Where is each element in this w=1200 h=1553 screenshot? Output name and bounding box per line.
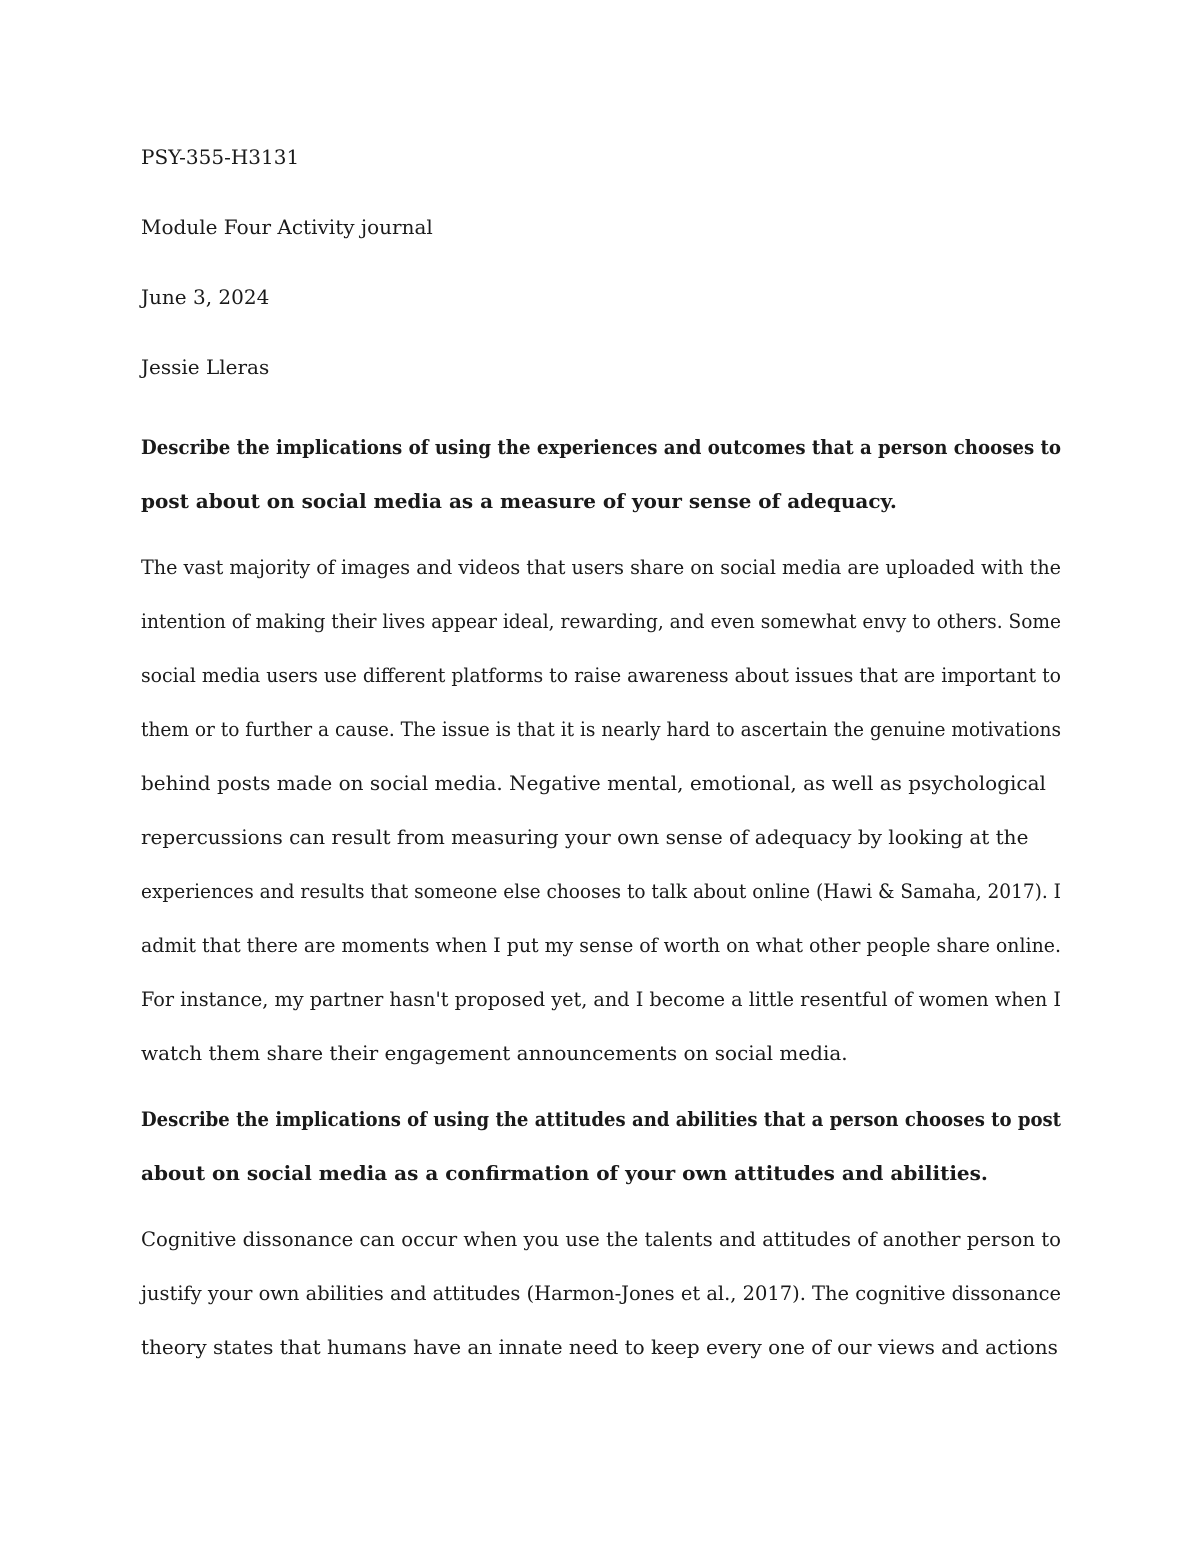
paragraph-line: repercussions can result from measuring your own sense of adequacy by looking at the [141, 825, 1029, 849]
section-1-heading [141, 420, 1061, 528]
document-date: June 3, 2024 [141, 285, 270, 309]
paragraph-line: theory states that humans have an innate need to keep every one of our views and actions [141, 1335, 1058, 1359]
paragraph-line: behind posts made on social media. Negative mental, emotional, as well as psychological [141, 771, 1046, 795]
paragraph-line: admit that there are moments when I put my sense of worth on what other people share online. [141, 933, 1061, 957]
paragraph-line: justify your own abilities and attitudes (Harmon-Jones et al., 2017). The cognitive dissonance [141, 1281, 1061, 1305]
heading-line: about on social media as a confirmation of your own attitudes and abilities. [141, 1161, 988, 1185]
heading-line: Describe the implications of using the attitudes and abilities that a person chooses to post [141, 1107, 1061, 1131]
paragraph-line: The vast majority of images and videos that users share on social media are uploaded with the [141, 555, 1061, 579]
paragraph-line: For instance, my partner hasn't proposed yet, and I become a little resentful of women when I [141, 987, 1061, 1011]
heading-line: post about on social media as a measure of your sense of adequacy. [141, 489, 897, 513]
paragraph-line: Cognitive dissonance can occur when you use the talents and attitudes of another person to [141, 1227, 1061, 1251]
paragraph-line: intention of making their lives appear ideal, rewarding, and even somewhat envy to others. Some [141, 609, 1061, 633]
assignment-title: Module Four Activity journal [141, 215, 433, 239]
heading-line: Describe the implications of using the experiences and outcomes that a person chooses to [141, 435, 1061, 459]
section-1-paragraph [141, 540, 1061, 1080]
paragraph-line: experiences and results that someone else chooses to talk about online (Hawi & Samaha, 2017). I [141, 879, 1061, 903]
paragraph-line: watch them share their engagement announcements on social media. [141, 1041, 848, 1065]
document-body [141, 140, 1061, 1374]
paragraph-line: them or to further a cause. The issue is that it is nearly hard to ascertain the genuine motivations [141, 717, 1061, 741]
author-name: Jessie Lleras [141, 355, 270, 379]
paragraph-line: social media users use different platforms to raise awareness about issues that are important to [141, 663, 1061, 687]
section-2-paragraph [141, 1212, 1061, 1374]
course-code: PSY-355-H3131 [141, 145, 300, 169]
section-2-heading [141, 1092, 1061, 1200]
